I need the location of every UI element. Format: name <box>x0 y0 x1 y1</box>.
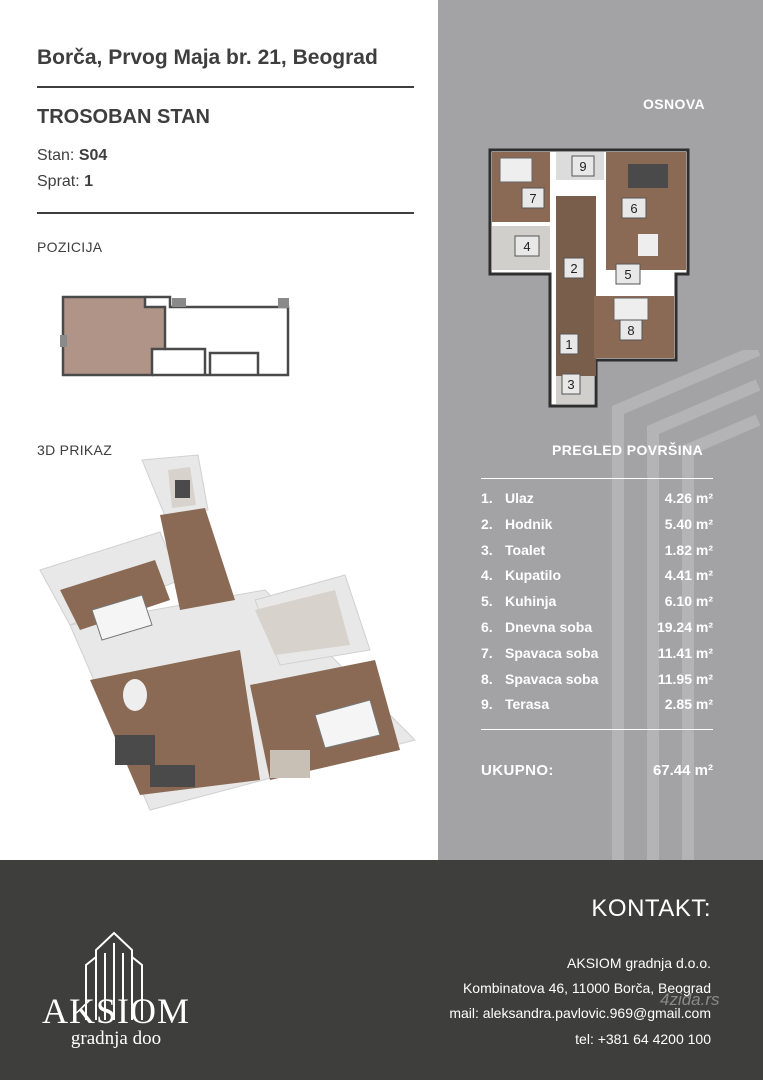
brand-subtitle: gradnja doo <box>70 1028 162 1049</box>
divider <box>481 478 713 479</box>
area-num: 9. <box>481 696 493 713</box>
contact-email[interactable]: mail: aleksandra.pavlovic.969@gmail.com <box>449 1005 711 1021</box>
areas-heading: PREGLED POVRŠINA <box>552 442 704 458</box>
plan-label-5: 5 <box>624 267 632 282</box>
area-value: 19.24 m² <box>656 618 713 635</box>
area-name: Ulaz <box>505 490 534 506</box>
watermark: 4zida.rs <box>660 990 720 1009</box>
plan-label-8: 8 <box>627 323 635 338</box>
apartment-highlight <box>63 297 165 375</box>
unit-value: S04 <box>78 147 108 164</box>
plan-label-9: 9 <box>579 159 587 174</box>
area-value: 4.26 m² <box>664 490 713 506</box>
area-value: 4.41 m² <box>664 567 713 584</box>
area-value: 11.95 m² <box>657 670 713 687</box>
contact-address: Kombinatova 46, 11000 Borča, Beograd <box>462 980 711 996</box>
area-value: 11.41 m² <box>657 644 713 661</box>
unit-label: Stan: <box>37 147 79 164</box>
position-plan <box>60 295 292 379</box>
area-name: Terasa <box>505 696 550 713</box>
position-heading: POZICIJA <box>37 239 103 255</box>
unit-divider <box>165 349 205 375</box>
plan-label-4: 4 <box>523 239 531 254</box>
plan-label-1: 1 <box>565 337 573 352</box>
floorplan <box>488 148 690 408</box>
list-item <box>481 536 713 562</box>
area-name: Hodnik <box>505 515 553 532</box>
area-num: 2. <box>481 515 493 532</box>
list-item <box>481 561 713 587</box>
total-label: UKUPNO: <box>481 762 554 779</box>
unit-number <box>37 147 107 165</box>
area-num: 4. <box>481 567 493 584</box>
area-value: 2.85 m² <box>664 696 713 713</box>
area-num: 1. <box>481 490 493 506</box>
plan-heading: OSNOVA <box>643 96 706 112</box>
list-item <box>481 484 713 510</box>
list-item <box>481 587 713 613</box>
area-value: 6.10 m² <box>664 593 713 610</box>
area-name: Toalet <box>505 541 546 558</box>
divider <box>481 729 713 730</box>
area-num: 8. <box>481 670 493 687</box>
plan-label-7: 7 <box>529 191 537 206</box>
contact-company: AKSIOM gradnja d.o.o. <box>567 955 711 971</box>
right-panel <box>438 0 763 860</box>
area-num: 7. <box>481 644 493 661</box>
list-item <box>481 665 713 691</box>
building-outline <box>145 297 288 375</box>
address-title: Borča, Prvog Maja br. 21, Beograd <box>37 46 378 69</box>
area-name: Spavaca soba <box>505 670 599 687</box>
total-value: 67.44 m² <box>652 762 713 779</box>
area-name: Dnevna soba <box>505 618 593 635</box>
contact-phone[interactable]: tel: +381 64 4200 100 <box>575 1031 711 1047</box>
plan-label-2: 2 <box>570 261 578 276</box>
area-name: Kupatilo <box>505 567 561 584</box>
unit-divider <box>210 353 258 375</box>
area-name: Spavaca soba <box>505 644 599 661</box>
floor-value: 1 <box>84 173 94 190</box>
divider <box>37 212 414 214</box>
area-value: 5.40 m² <box>664 515 713 532</box>
render-3d-image <box>30 450 425 850</box>
brand-name: AKSIOM <box>41 991 190 1031</box>
area-num: 6. <box>481 618 493 635</box>
floor-number <box>37 173 93 191</box>
floor-label: Sprat: <box>37 173 85 190</box>
divider <box>37 86 414 88</box>
list-item <box>481 690 713 716</box>
stair-marker <box>278 298 289 308</box>
stair-marker <box>60 335 67 347</box>
area-list <box>481 484 713 716</box>
view-3d-heading: 3D PRIKAZ <box>37 442 113 458</box>
plan-label-6: 6 <box>630 201 638 216</box>
unit-type-heading: TROSOBAN STAN <box>37 106 210 128</box>
list-item <box>481 613 713 639</box>
stair-marker <box>172 298 186 307</box>
area-num: 5. <box>481 593 493 610</box>
plan-label-3: 3 <box>567 377 575 392</box>
left-column <box>0 0 438 860</box>
area-value: 1.82 m² <box>664 541 713 558</box>
area-name: Kuhinja <box>505 593 557 610</box>
list-item <box>481 510 713 536</box>
area-num: 3. <box>481 541 493 558</box>
contact-title: KONTAKT: <box>591 895 711 922</box>
list-item <box>481 639 713 665</box>
